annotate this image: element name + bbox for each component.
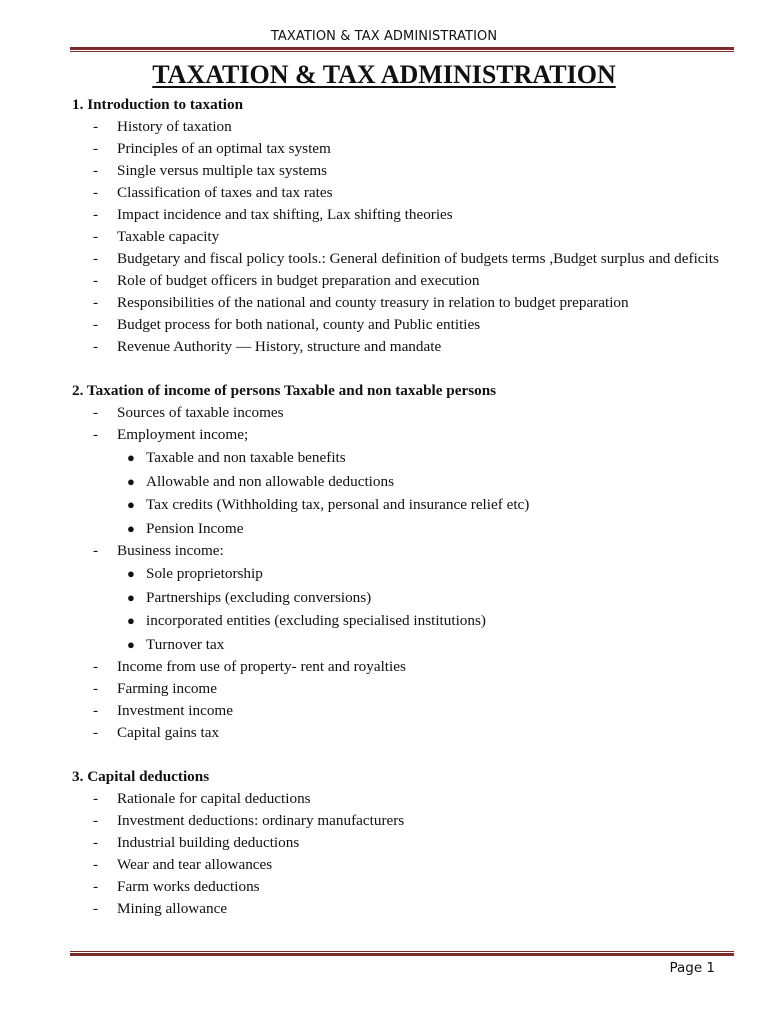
list-item-text: Budget process for both national, county and Public entities xyxy=(117,316,481,333)
list-item-text: Classification of taxes and tax rates xyxy=(117,184,333,201)
list-item-text: Principles of an optimal tax system xyxy=(117,140,331,157)
list-item-text: Responsibilities of the national and county treasury in relation to budget preparation xyxy=(117,294,629,311)
list-item xyxy=(72,248,722,270)
section-spacer xyxy=(72,744,722,766)
list-item xyxy=(72,722,722,744)
list-item xyxy=(72,656,722,678)
dash-marker: - xyxy=(93,140,99,157)
list-item-text: Rationale for capital deductions xyxy=(117,790,311,807)
sub-list-item-text: Turnover tax xyxy=(146,635,225,653)
dash-marker: - xyxy=(93,658,99,675)
header-rule xyxy=(70,47,734,52)
list-item xyxy=(72,876,722,898)
dash-marker: - xyxy=(93,184,99,201)
list-item xyxy=(72,182,722,204)
dash-marker: - xyxy=(93,228,99,245)
bullet-icon: ● xyxy=(127,473,135,489)
dash-marker: - xyxy=(93,118,99,135)
dash-marker: - xyxy=(93,856,99,873)
list-item xyxy=(72,424,722,446)
sub-list-item-text: Pension Income xyxy=(146,519,244,537)
sub-list-item xyxy=(72,586,722,610)
bullet-icon: ● xyxy=(127,497,135,512)
footer-rule xyxy=(70,951,734,956)
bullet-icon: ● xyxy=(127,520,135,536)
dash-marker: - xyxy=(93,702,99,719)
bullet-icon: ● xyxy=(127,589,135,605)
list-item xyxy=(72,788,722,810)
dash-marker: - xyxy=(93,878,99,895)
page-number: Page 1 xyxy=(669,960,715,976)
dash-marker: - xyxy=(93,272,99,289)
list-item-text: Single versus multiple tax systems xyxy=(117,162,328,179)
list-item-text: Farm works deductions xyxy=(117,878,260,895)
sub-list-item-text: Sole proprietorship xyxy=(146,565,263,582)
list-item-text: Budgetary and fiscal policy tools.: General definition of budgets terms ,Budget surplus and deficits xyxy=(117,250,719,267)
dash-marker: - xyxy=(93,294,99,311)
dash-marker: - xyxy=(93,162,99,179)
section-spacer xyxy=(72,358,722,380)
dash-marker: - xyxy=(93,812,99,829)
dash-marker: - xyxy=(93,426,99,443)
dash-marker: - xyxy=(93,680,99,697)
sub-list-item-text: Allowable and non allowable deductions xyxy=(146,472,394,490)
document-title xyxy=(0,58,768,92)
sub-list-item xyxy=(72,633,722,657)
list-item-text: History of taxation xyxy=(117,118,232,135)
running-header: TAXATION & TAX ADMINISTRATION xyxy=(270,29,498,44)
list-item xyxy=(72,204,722,226)
dash-marker: - xyxy=(93,790,99,807)
sub-list-item xyxy=(72,517,722,541)
list-item-text: Business income: xyxy=(117,542,224,559)
list-item xyxy=(72,292,722,314)
dash-marker: - xyxy=(93,338,99,355)
list-item-text: Capital gains tax xyxy=(117,724,220,741)
list-item-text: Industrial building deductions xyxy=(117,834,300,851)
list-item-text: Investment deductions: ordinary manufacturers xyxy=(117,812,405,829)
list-item-text: Income from use of property- rent and royalties xyxy=(117,658,406,675)
section-heading: 3. Capital deductions xyxy=(72,768,210,785)
list-item xyxy=(72,138,722,160)
dash-marker: - xyxy=(93,316,99,333)
list-item xyxy=(72,898,722,920)
list-item xyxy=(72,810,722,832)
sub-list-item-text: Partnerships (excluding conversions) xyxy=(146,588,372,606)
list-item-text: Mining allowance xyxy=(117,900,228,917)
list-item xyxy=(72,226,722,248)
bullet-icon: ● xyxy=(127,450,135,465)
list-item xyxy=(72,700,722,722)
list-item-text: Revenue Authority — History, structure and mandate xyxy=(117,338,442,355)
list-item xyxy=(72,678,722,700)
list-item xyxy=(72,540,722,562)
sub-list-item xyxy=(72,562,722,586)
document-title-text: TAXATION & TAX ADMINISTRATION xyxy=(152,60,616,89)
dash-marker: - xyxy=(93,404,99,421)
list-item-text: Investment income xyxy=(117,702,233,719)
list-item xyxy=(72,116,722,138)
sub-list-item xyxy=(72,446,722,470)
list-item xyxy=(72,832,722,854)
bullet-icon: ● xyxy=(127,636,135,652)
list-item-text: Wear and tear allowances xyxy=(117,856,273,873)
bullet-icon: ● xyxy=(127,613,135,628)
list-item xyxy=(72,336,722,358)
sub-list-item xyxy=(72,470,722,494)
list-item xyxy=(72,854,722,876)
list-item-text: Impact incidence and tax shifting, Lax shifting theories xyxy=(117,206,453,223)
list-item xyxy=(72,402,722,424)
sub-list-item xyxy=(72,493,722,517)
list-item-text: Role of budget officers in budget preparation and execution xyxy=(117,272,480,289)
section-heading: 1. Introduction to taxation xyxy=(72,96,244,113)
list-item-text: Farming income xyxy=(117,680,217,697)
list-item xyxy=(72,270,722,292)
dash-marker: - xyxy=(93,834,99,851)
sub-list-item xyxy=(72,609,722,633)
dash-marker: - xyxy=(93,900,99,917)
list-item-text: Employment income; xyxy=(117,426,249,443)
dash-marker: - xyxy=(93,724,99,741)
bullet-icon: ● xyxy=(127,566,135,581)
list-item-text: Taxable capacity xyxy=(117,228,220,245)
dash-marker: - xyxy=(93,206,99,223)
dash-marker: - xyxy=(93,250,99,267)
list-item-text: Sources of taxable incomes xyxy=(117,404,284,421)
sub-list-item-text: Tax credits (Withholding tax, personal and insurance relief etc) xyxy=(146,496,530,513)
sub-list-item-text: incorporated entities (excluding specialised institutions) xyxy=(146,612,486,629)
sub-list-item-text: Taxable and non taxable benefits xyxy=(146,449,346,466)
list-item xyxy=(72,160,722,182)
list-item xyxy=(72,314,722,336)
dash-marker: - xyxy=(93,542,99,559)
section-heading: 2. Taxation of income of persons Taxable and non taxable persons xyxy=(72,382,497,399)
document-body xyxy=(72,94,722,920)
